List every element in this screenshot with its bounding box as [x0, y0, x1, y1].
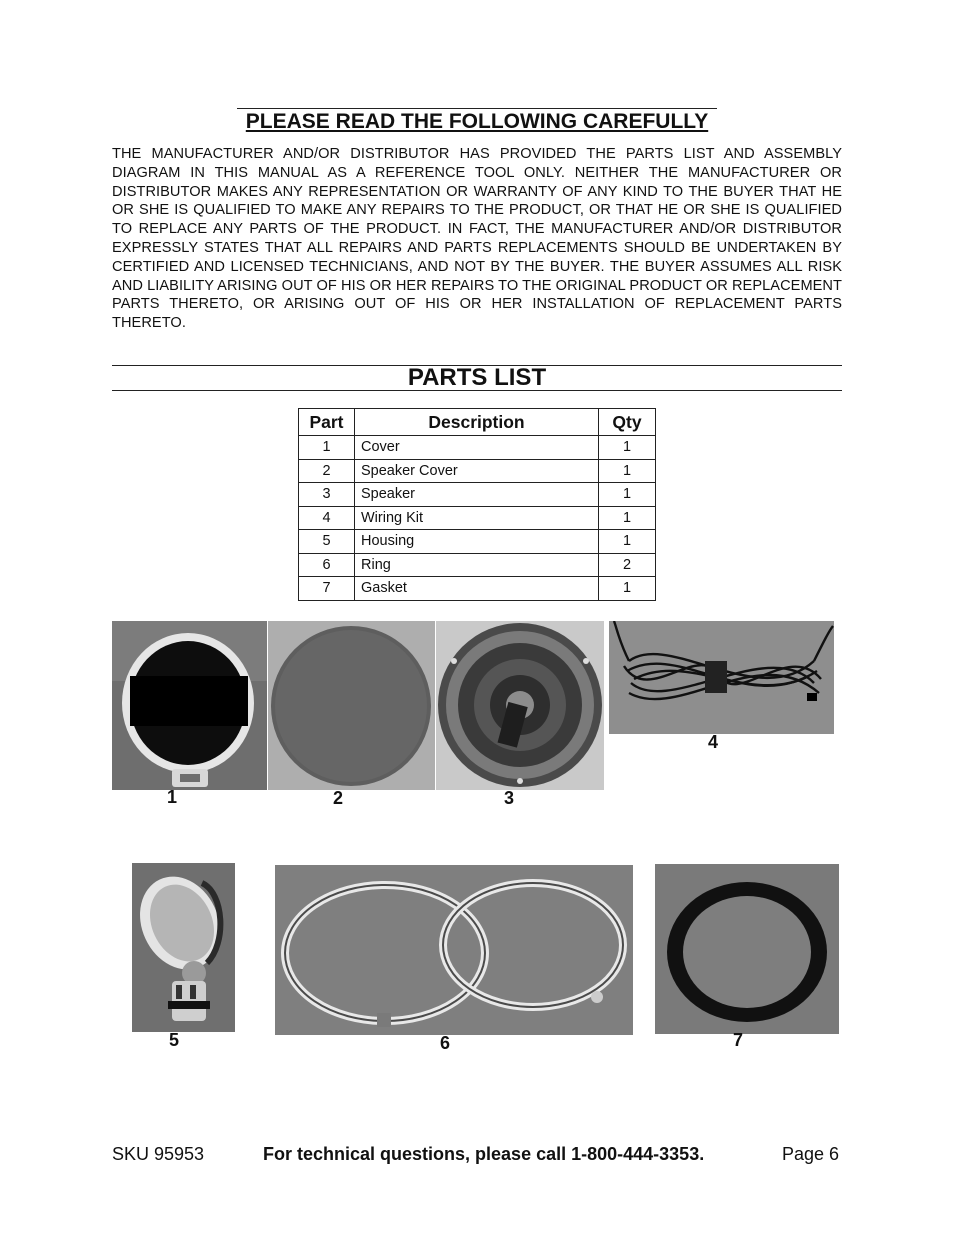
part-description: Speaker Cover [355, 459, 599, 483]
title-rule-bottom [112, 390, 842, 391]
part-description: Speaker [355, 483, 599, 507]
part-number: 7 [299, 577, 355, 601]
table-row [299, 436, 656, 460]
table-row [299, 577, 656, 601]
ring-photo [275, 865, 633, 1035]
part-qty: 1 [599, 577, 656, 601]
notice-heading: PLEASE READ THE FOLLOWING CAREFULLY [237, 108, 717, 134]
parts-table [298, 408, 656, 601]
part-description: Cover [355, 436, 599, 460]
photo-label-7: 7 [733, 1030, 744, 1050]
cover-photo [112, 621, 267, 790]
header-part: Part [299, 409, 355, 436]
part-qty: 1 [599, 483, 656, 507]
table-row [299, 459, 656, 483]
part-description: Wiring Kit [355, 506, 599, 530]
table-row [299, 553, 656, 577]
part-number: 1 [299, 436, 355, 460]
part-qty: 1 [599, 530, 656, 554]
parts-list-title: PARTS LIST [407, 364, 547, 391]
part-number: 2 [299, 459, 355, 483]
speaker-cover-photo [268, 621, 435, 790]
notice-body: THE MANUFACTURER AND/OR DISTRIBUTOR HAS PROVIDED THE PARTS LIST AND ASSEMBLY DIAGRAM IN THIS MANUAL AS A REFERENCE TOOL ONLY. NEITHER THE MANUFACTURER OR DISTRIBUTOR MAKES ANY REPRESENTATION OR WARRANTY OF ANY KIND TO THE BUYER THAT HE OR SHE IS QUALIFIED TO MAKE ANY REPAIRS TO THE PRODUCT, OR THAT HE OR SHE IS QUALIFIED TO REPLACE ANY PARTS OF THE PRODUCT. IN FACT, THE MANUFACTURER AND/OR DISTRIBUTOR EXPRESSLY STATES THAT ALL REPAIRS AND PARTS REPLACEMENTS SHOULD BE UNDERTAKEN BY CERTIFIED AND LICENSED TECHNICIANS, AND NOT BY THE BUYER. THE BUYER ASSUMES ALL RISK AND LIABILITY ARISING OUT OF HIS OR HER REPAIRS TO THE ORIGINAL PRODUCT OR REPLACEMENT PARTS THERETO, OR ARISING OUT OF HIS OR HER INSTALLATION OF REPLACEMENT PARTS THERETO. [112, 146, 842, 332]
photo-label-2: 2 [333, 788, 344, 808]
gasket-photo [655, 864, 839, 1034]
part-number: 5 [299, 530, 355, 554]
photo-label-1: 1 [167, 787, 178, 807]
part-number: 3 [299, 483, 355, 507]
speaker-photo [436, 621, 604, 790]
table-row [299, 506, 656, 530]
part-number: 6 [299, 553, 355, 577]
footer-support: For technical questions, please call 1-800-444-3353. [263, 1144, 705, 1164]
table-row [299, 483, 656, 507]
photo-label-4: 4 [708, 732, 719, 752]
photo-label-6: 6 [440, 1033, 451, 1053]
wiring-kit-photo [609, 621, 834, 734]
header-description: Description [355, 409, 599, 436]
part-number: 4 [299, 506, 355, 530]
part-description: Ring [355, 553, 599, 577]
photo-label-5: 5 [169, 1030, 180, 1050]
parts-table-header [299, 409, 656, 436]
part-description: Housing [355, 530, 599, 554]
table-row [299, 530, 656, 554]
part-description: Gasket [355, 577, 599, 601]
part-qty: 2 [599, 553, 656, 577]
footer-page-number: Page 6 [782, 1144, 840, 1164]
part-qty: 1 [599, 436, 656, 460]
photo-label-3: 3 [504, 788, 515, 808]
footer-sku: SKU 95953 [112, 1144, 205, 1164]
header-qty: Qty [599, 409, 656, 436]
housing-photo [132, 863, 235, 1032]
part-qty: 1 [599, 506, 656, 530]
part-qty: 1 [599, 459, 656, 483]
